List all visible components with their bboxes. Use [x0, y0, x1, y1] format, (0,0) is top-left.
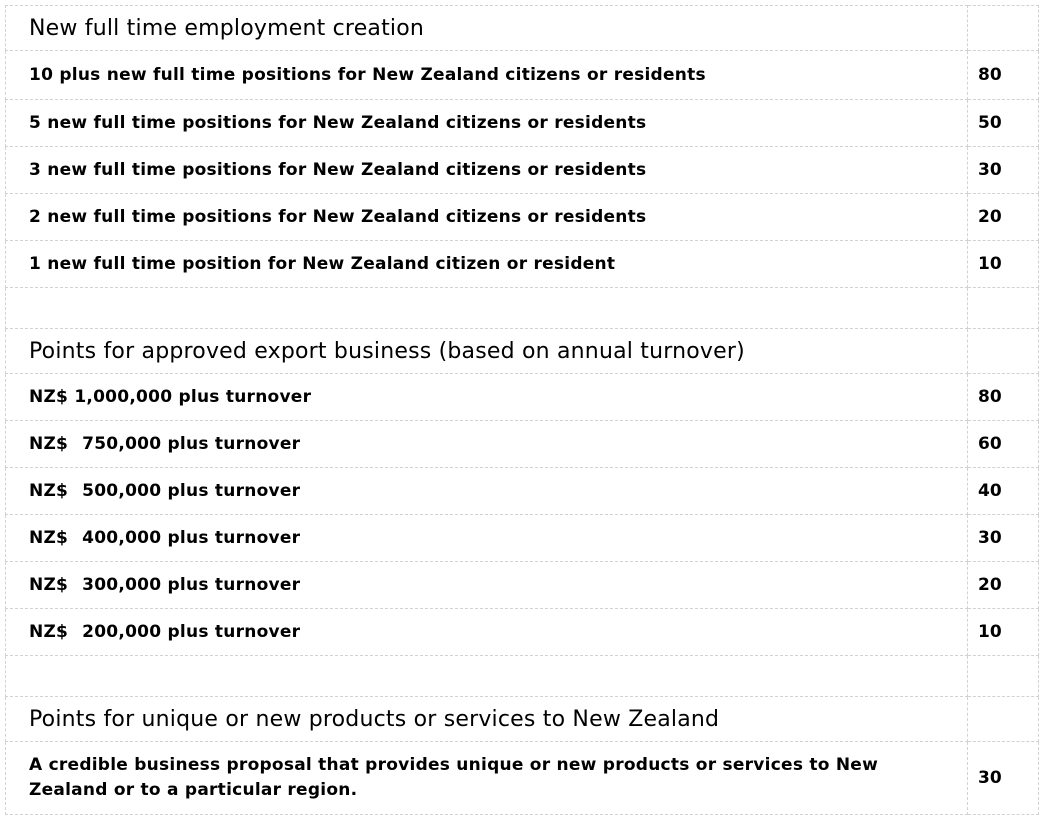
points-value: 30 [968, 147, 1039, 194]
turnover-amount: 500,000 plus turnover [82, 481, 301, 501]
table-row [6, 742, 1039, 815]
table-row [6, 241, 1039, 288]
criteria-label: 2 new full time positions for New Zealand citizens or residents [6, 194, 968, 241]
currency-label: NZ$ [29, 434, 69, 454]
points-table [5, 5, 1039, 815]
empty-cell [968, 6, 1039, 51]
currency-label: NZ$ [29, 387, 69, 407]
points-value: 60 [968, 421, 1039, 468]
turnover-amount: 200,000 plus turnover [82, 622, 301, 642]
turnover-label [6, 468, 968, 515]
empty-cell [968, 329, 1039, 374]
criteria-label: 1 new full time position for New Zealand citizen or resident [6, 241, 968, 288]
empty-cell [968, 656, 1039, 697]
criteria-label: 5 new full time positions for New Zealand citizens or residents [6, 100, 968, 147]
points-value: 10 [968, 609, 1039, 656]
points-value: 30 [968, 515, 1039, 562]
table-row [6, 468, 1039, 515]
points-value: 30 [968, 742, 1039, 815]
section-heading: Points for unique or new products or services to New Zealand [6, 697, 968, 742]
table-row [6, 562, 1039, 609]
table-row [6, 147, 1039, 194]
points-value: 80 [968, 374, 1039, 421]
criteria-label: A credible business proposal that provides unique or new products or services to New Zealand or to a particular region. [6, 742, 968, 815]
criteria-label: 3 new full time positions for New Zealand citizens or residents [6, 147, 968, 194]
table-row [6, 421, 1039, 468]
turnover-label [6, 374, 968, 421]
currency-label: NZ$ [29, 481, 69, 501]
turnover-label [6, 562, 968, 609]
currency-label: NZ$ [29, 575, 69, 595]
section-heading: New full time employment creation [6, 6, 968, 51]
table-row [6, 374, 1039, 421]
table-row [6, 100, 1039, 147]
turnover-amount: 400,000 plus turnover [82, 528, 301, 548]
currency-label: NZ$ [29, 622, 69, 642]
turnover-amount: 300,000 plus turnover [82, 575, 301, 595]
section-heading: Points for approved export business (based on annual turnover) [6, 329, 968, 374]
table-row [6, 51, 1039, 100]
turnover-amount: 1,000,000 plus turnover [74, 387, 312, 407]
table-row [6, 609, 1039, 656]
table-row [6, 194, 1039, 241]
table-row [6, 515, 1039, 562]
empty-cell [968, 697, 1039, 742]
turnover-label [6, 609, 968, 656]
section-heading-row [6, 697, 1039, 742]
points-value: 40 [968, 468, 1039, 515]
criteria-label: 10 plus new full time positions for New Zealand citizens or residents [6, 51, 968, 100]
turnover-label [6, 421, 968, 468]
turnover-label [6, 515, 968, 562]
points-value: 20 [968, 562, 1039, 609]
empty-cell [6, 656, 968, 697]
empty-cell [6, 288, 968, 329]
points-value: 50 [968, 100, 1039, 147]
spacer-row [6, 656, 1039, 697]
points-value: 10 [968, 241, 1039, 288]
empty-cell [968, 288, 1039, 329]
section-heading-row [6, 329, 1039, 374]
points-value: 80 [968, 51, 1039, 100]
turnover-amount: 750,000 plus turnover [82, 434, 301, 454]
section-heading-row [6, 6, 1039, 51]
points-value: 20 [968, 194, 1039, 241]
spacer-row [6, 288, 1039, 329]
currency-label: NZ$ [29, 528, 69, 548]
